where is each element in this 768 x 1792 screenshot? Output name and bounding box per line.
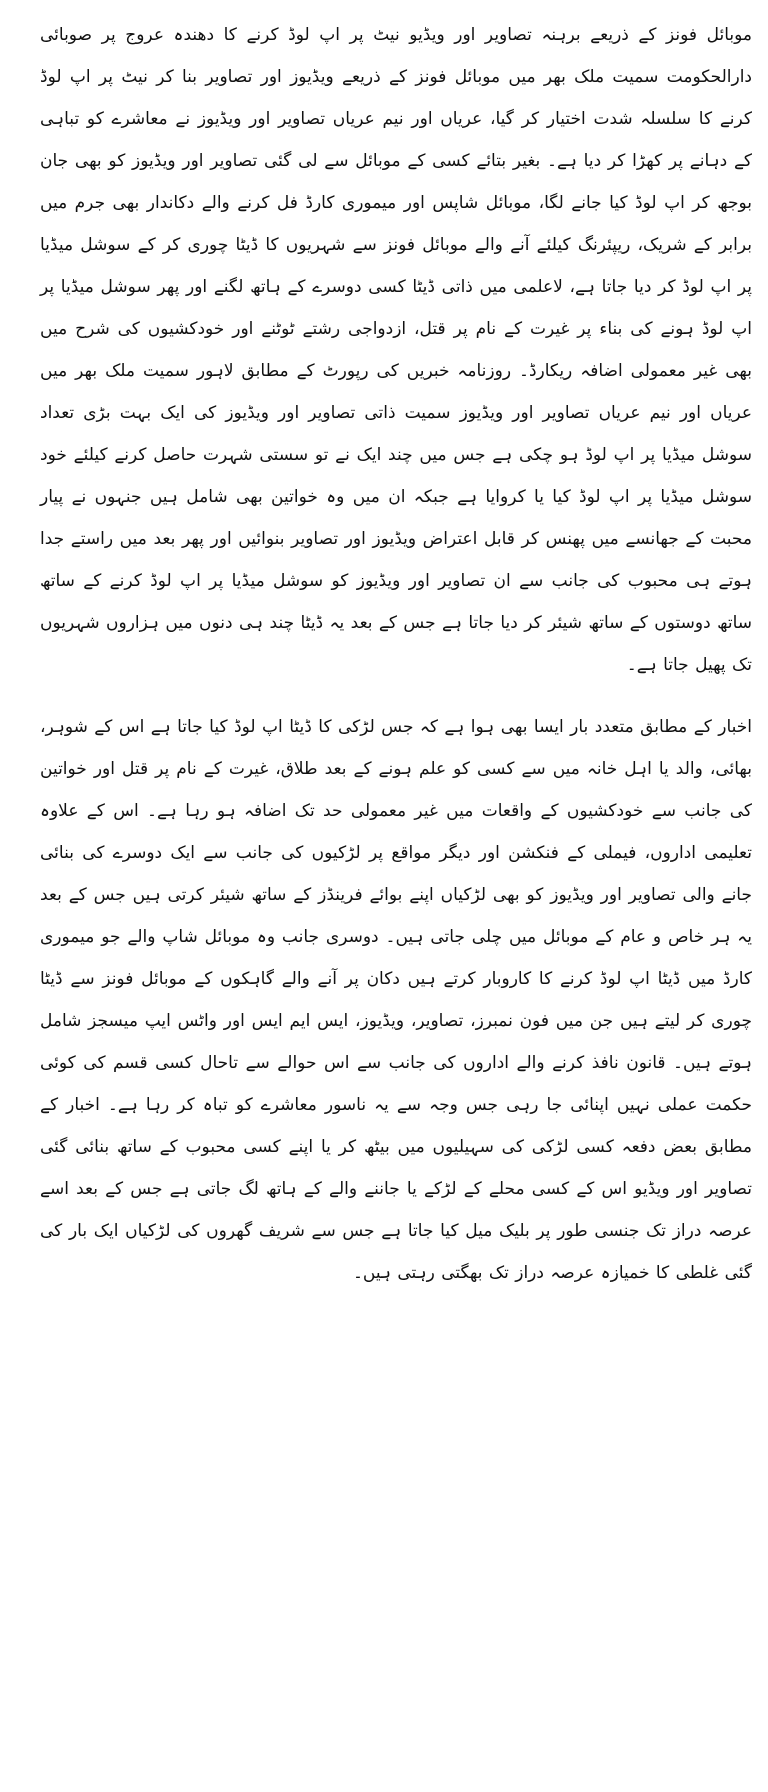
article-paragraph-2: اخبار کے مطابق متعدد بار ایسا بھی ہوا ہے کہ جس لڑکی کا ڈیٹا اپ لوڈ کیا جاتا ہے اس کے شوہر، بھائی، والد یا اہل خانہ میں سے کسی کو علم ہونے کے بعد طلاق، غیرت کے نام پر قتل اور خواتین کی جانب سے خودکشیوں کے واقعات میں غیر معمولی حد تک اضافہ ہو رہا ہے۔ اس کے علاوہ تعلیمی اداروں، فیملی کے فنکشن اور دیگر مواقع پر لڑکیوں کی جانب سے ایک دوسرے کی بنائی جانے والی تصاویر اور ویڈیوز کو بھی لڑکیاں اپنے بوائے فرینڈز کے ساتھ شیئر کرتی ہیں جس کے بعد یہ ہر خاص و عام کے موبائل میں چلی جاتی ہیں۔ دوسری جانب وہ موبائل شاپ والے جو میموری کارڈ میں ڈیٹا اپ لوڈ کرنے کا کاروبار کرتے ہیں دکان پر آنے والے گاہکوں کے موبائل فونز سے ڈیٹا چوری کر لیتے ہیں جن میں فون نمبرز، تصاویر، ویڈیوز، ایس ایم ایس اور واٹس ایپ میسجز شامل ہوتے ہیں۔ قانون نافذ کرنے والے اداروں کی جانب سے اس حوالے سے تاحال کسی قسم کی کوئی حکمت عملی نہیں اپنائی جا رہی جس وجہ سے یہ ناسور معاشرے کو تباہ کر رہا ہے۔ اخبار کے مطابق بعض دفعہ کسی لڑکی کی سہیلیوں میں بیٹھ کر یا اپنے کسی محبوب کے ساتھ بنائی گئی تصاویر اور ویڈیو اس کے کسی محلے کے لڑکے یا جاننے والے کے ہاتھ لگ جاتی ہے جس کے بعد اسے عرصہ دراز تک جنسی طور پر بلیک میل کیا جاتا ہے جس سے شریف گھروں کی لڑکیاں ایک بار کی گئی غلطی کا خمیازہ عرصہ دراز تک بھگتی رہتی ہیں۔ (40, 717, 752, 1283)
article-paragraph-1: موبائل فونز کے ذریعے برہنہ تصاویر اور ویڈیو نیٹ پر اپ لوڈ کرنے کا دھندہ عروج پر صوبائی دارالحکومت سمیت ملک بھر میں موبائل فونز کے ذریعے ویڈیوز اور تصاویر بنا کر نیٹ پر اپ لوڈ کرنے کا سلسلہ شدت اختیار کر گیا، عریاں اور نیم عریاں تصاویر اور ویڈیوز نے معاشرے کو تباہی کے دہانے پر کھڑا کر دیا ہے۔ بغیر بتائے کسی کے موبائل سے لی گئی تصاویر اور ویڈیوز کو بھی جان بوجھ کر اپ لوڈ کیا جانے لگا، موبائل شاپس اور میموری کارڈ فل کرنے والے دکاندار بھی جرم میں برابر کے شریک، ریپئرنگ کیلئے آنے والے موبائل فونز سے شہریوں کا ڈیٹا چوری کر کے سوشل میڈیا پر اپ لوڈ کر دیا جاتا ہے، لاعلمی میں ذاتی ڈیٹا کسی دوسرے کے ہاتھ لگنے اور پھر سوشل میڈیا پر اپ لوڈ ہونے کی بناء پر غیرت کے نام پر قتل، ازدواجی رشتے ٹوٹنے اور خودکشیوں کی شرح میں بھی غیر معمولی اضافہ ریکارڈ۔ روزنامہ خبریں کی رپورٹ کے مطابق لاہور سمیت ملک بھر میں عریاں اور نیم عریاں تصاویر اور ویڈیوز سمیت ذاتی تصاویر اور ویڈیوز کی ایک بہت بڑی تعداد سوشل میڈیا پر اپ لوڈ ہو چکی ہے جس میں چند ایک نے تو سستی شہرت حاصل کرنے کیلئے خود سوشل میڈیا پر اپ لوڈ کیا یا کروایا ہے جبکہ ان میں وہ خواتین بھی شامل ہیں جنہوں نے پیار محبت کے جھانسے میں پھنس کر قابل اعتراض ویڈیوز اور تصاویر بنوائیں اور پھر بعد میں راستے جدا ہوتے ہی محبوب کی جانب سے ان تصاویر اور ویڈیوز کو سوشل میڈیا پر اپ لوڈ کرنے کے ساتھ ساتھ دوستوں کے ساتھ شیئر کر دیا جاتا ہے جس کے بعد یہ ڈیٹا چند ہی دنوں میں ہزاروں شہریوں تک پھیل جاتا ہے۔ (40, 25, 752, 675)
